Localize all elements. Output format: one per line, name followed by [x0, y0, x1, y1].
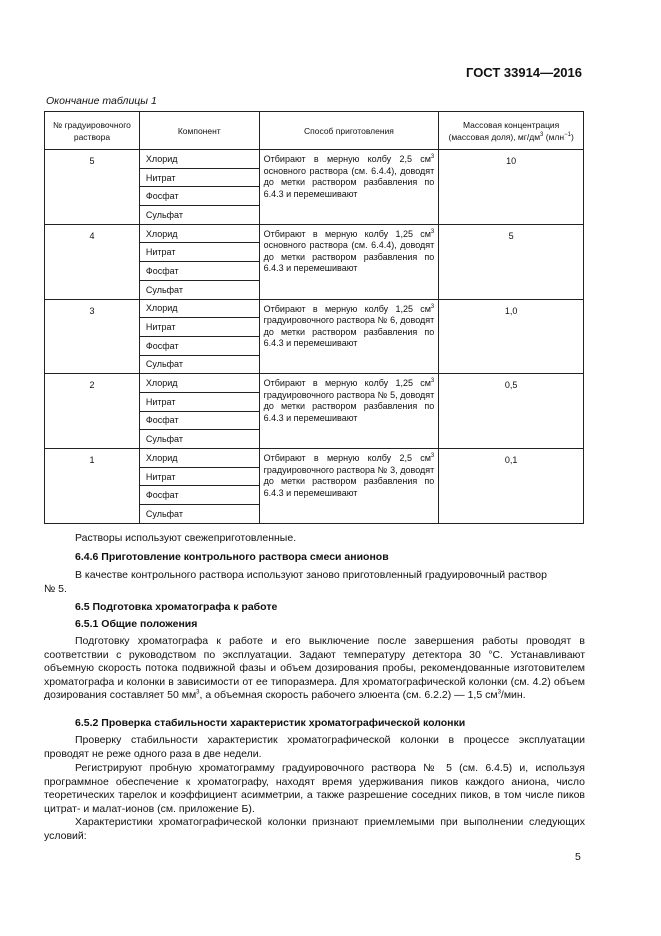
method-cell: Отбирают в мерную колбу 2,5 $см^3$ градуировочного раствора № 3, доводят до метки раствором разбавления по 6.4.3 и перемешивают	[259, 449, 439, 524]
component-cell: Фосфат	[139, 187, 259, 206]
component-cell: Фосфат	[139, 262, 259, 281]
method-cell: Отбирают в мерную колбу 1,25 $см^3$ градуировочного раствора № 6, доводят до метки раствором разбавления по 6.4.3 и перемешивают	[259, 299, 439, 374]
page-number: 5	[575, 851, 581, 863]
component-cell: Хлорид	[139, 374, 259, 393]
table-row	[45, 449, 584, 468]
component-cell: Нитрат	[139, 168, 259, 187]
component-cell: Нитрат	[139, 243, 259, 262]
solution-number: 2	[45, 374, 140, 449]
paragraph-acceptance-conditions: Характеристики хроматографической колонки признают приемлемыми при выполнении следующих условий:	[44, 816, 585, 842]
table-caption: Окончание таблицы 1	[46, 95, 157, 107]
table-row	[45, 374, 584, 393]
concentration-cell: 1,0	[439, 299, 584, 374]
heading-6-4-6: 6.4.6 Приготовление контрольного раствора смеси анионов	[75, 551, 389, 563]
paragraph-register-chromatogram: Регистрируют пробную хроматограмму градуировочного раствора № 5 (см. 6.4.5) и, используя программное обеспечение к хроматографу, находят время удерживания пиков каждого аниона, число теоретических тарелок и коэффициент асимметрии, а также разрешение соседних пиков, в том числе пиков цитрат- и малат-ионов (см. приложение Б).	[44, 762, 585, 815]
table-row	[45, 150, 584, 169]
component-cell: Фосфат	[139, 411, 259, 430]
component-cell: Фосфат	[139, 486, 259, 505]
concentration-cell: 10	[439, 150, 584, 225]
component-cell: Сульфат	[139, 505, 259, 524]
calibration-table	[44, 111, 584, 524]
component-cell: Хлорид	[139, 150, 259, 169]
paragraph-general-provisions: Подготовку хроматографа к работе и его выключение после завершения работы проводят в соответствии с руководством по эксплуатации. Задают температуру детектора 30 °C. Устанавливают объемную скорость потока подвижной фазы и объем дозирования пробы, рекомендованные изготовителем хроматографа и колонки в зависимости от ее типоразмера. Для хроматографической колонки (см. 4.2) объем дозирования составляет 50 $мм^3$, а объемная скорость рабочего элюента (см. 6.2.2) — 1,5 $см^3$/мин.	[44, 635, 585, 701]
col-header-concentration: Массовая концентрация (массовая доля), $мг/дм^3$ (млн$^{-1}$)	[439, 112, 584, 150]
component-cell: Сульфат	[139, 280, 259, 299]
concentration-cell: 0,5	[439, 374, 584, 449]
component-cell: Хлорид	[139, 449, 259, 468]
paragraph-stability-check: Проверку стабильности характеристик хроматографической колонки в процессе эксплуатации проводят не реже одного раза в две недели.	[44, 734, 585, 760]
component-cell: Фосфат	[139, 336, 259, 355]
component-cell: Хлорид	[139, 224, 259, 243]
component-cell: Сульфат	[139, 430, 259, 449]
solution-number: 4	[45, 224, 140, 299]
paragraph-control-solution: В качестве контрольного раствора используют заново приготовленный градуировочный раствор № 5.	[44, 569, 547, 595]
component-cell: Сульфат	[139, 355, 259, 374]
method-cell: Отбирают в мерную колбу 1,25 $см^3$ градуировочного раствора № 5, доводят до метки раствором разбавления по 6.4.3 и перемешивают	[259, 374, 439, 449]
solution-number: 1	[45, 449, 140, 524]
col-header-method: Способ приготовления	[259, 112, 439, 150]
col-header-num: № градуировочного раствора	[45, 112, 140, 150]
heading-6-5: 6.5 Подготовка хроматографа к работе	[75, 601, 278, 613]
standard-designation: ГОСТ 33914—2016	[466, 65, 582, 80]
table-row	[45, 224, 584, 243]
col-header-component: Компонент	[139, 112, 259, 150]
solution-number: 5	[45, 150, 140, 225]
solution-number: 3	[45, 299, 140, 374]
table-row	[45, 299, 584, 318]
component-cell: Хлорид	[139, 299, 259, 318]
concentration-cell: 5	[439, 224, 584, 299]
method-cell: Отбирают в мерную колбу 2,5 $см^3$ основного раствора (см. 6.4.4), доводят до метки раствором разбавления по 6.4.3 и перемешивают	[259, 150, 439, 225]
component-cell: Нитрат	[139, 318, 259, 337]
method-cell: Отбирают в мерную колбу 1,25 $см^3$ основного раствора (см. 6.4.4), доводят до метки раствором разбавления по 6.4.3 и перемешивают	[259, 224, 439, 299]
concentration-cell: 0,1	[439, 449, 584, 524]
component-cell: Нитрат	[139, 392, 259, 411]
heading-6-5-2: 6.5.2 Проверка стабильности характеристик хроматографической колонки	[75, 717, 466, 729]
component-cell: Сульфат	[139, 206, 259, 225]
heading-6-5-1: 6.5.1 Общие положения	[75, 618, 198, 630]
paragraph-fresh-solutions: Растворы используют свежеприготовленные.	[75, 532, 297, 544]
table-header-row	[45, 112, 584, 150]
component-cell: Нитрат	[139, 467, 259, 486]
